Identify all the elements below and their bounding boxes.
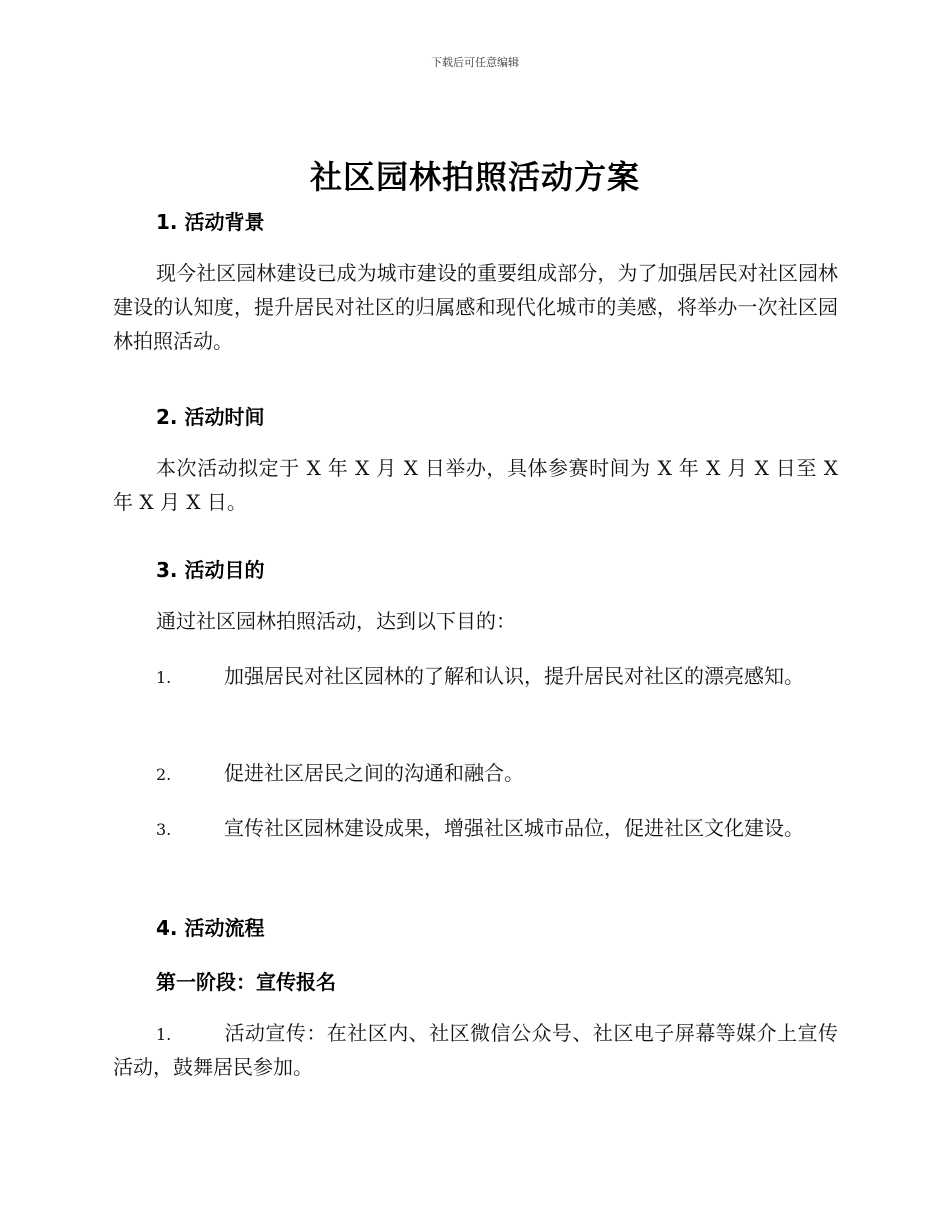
section-body-background: [113, 256, 838, 358]
list-item: [113, 811, 838, 845]
paragraph-time: 本次活动拟定于 X 年 X 月 X 日举办，具体参赛时间为 X 年 X 月 X 日至 X 年 X 月 X 日。: [113, 456, 838, 514]
list-item-number: 3.: [156, 820, 172, 839]
section-body-time: [113, 451, 838, 519]
header-note: 下载后可任意编辑: [431, 56, 519, 69]
list-item: [113, 1016, 838, 1084]
paragraph-purpose-intro: 通过社区园林拍照活动，达到以下目的：: [156, 609, 516, 633]
section-body-purpose: [113, 604, 838, 638]
stage-heading-1: 第一阶段：宣传报名: [156, 970, 336, 994]
section-heading-background: 1. 活动背景: [156, 210, 265, 234]
list-item-number: 1.: [156, 1025, 172, 1044]
list-item-text: 加强居民对社区园林的了解和认识，提升居民对社区的漂亮感知。: [224, 664, 804, 688]
section-heading-process: 4. 活动流程: [156, 916, 265, 940]
section-heading-time: 2. 活动时间: [156, 405, 265, 429]
document-title: 社区园林拍照活动方案: [309, 158, 640, 196]
section-heading-purpose: 3. 活动目的: [156, 558, 265, 582]
list-item: [113, 756, 838, 790]
list-item-text: 宣传社区园林建设成果，增强社区城市品位，促进社区文化建设。: [224, 816, 804, 840]
list-item: [113, 659, 838, 693]
list-item-text: 活动宣传：在社区内、社区微信公众号、社区电子屏幕等媒介上宣传活动，鼓舞居民参加。: [113, 1021, 838, 1079]
paragraph-background: 现今社区园林建设已成为城市建设的重要组成部分，为了加强居民对社区园林建设的认知度，提升居民对社区的归属感和现代化城市的美感，将举办一次社区园林拍照活动。: [113, 261, 838, 353]
list-item-number: 2.: [156, 765, 172, 784]
list-item-number: 1.: [156, 668, 172, 687]
list-item-text: 促进社区居民之间的沟通和融合。: [224, 761, 524, 785]
